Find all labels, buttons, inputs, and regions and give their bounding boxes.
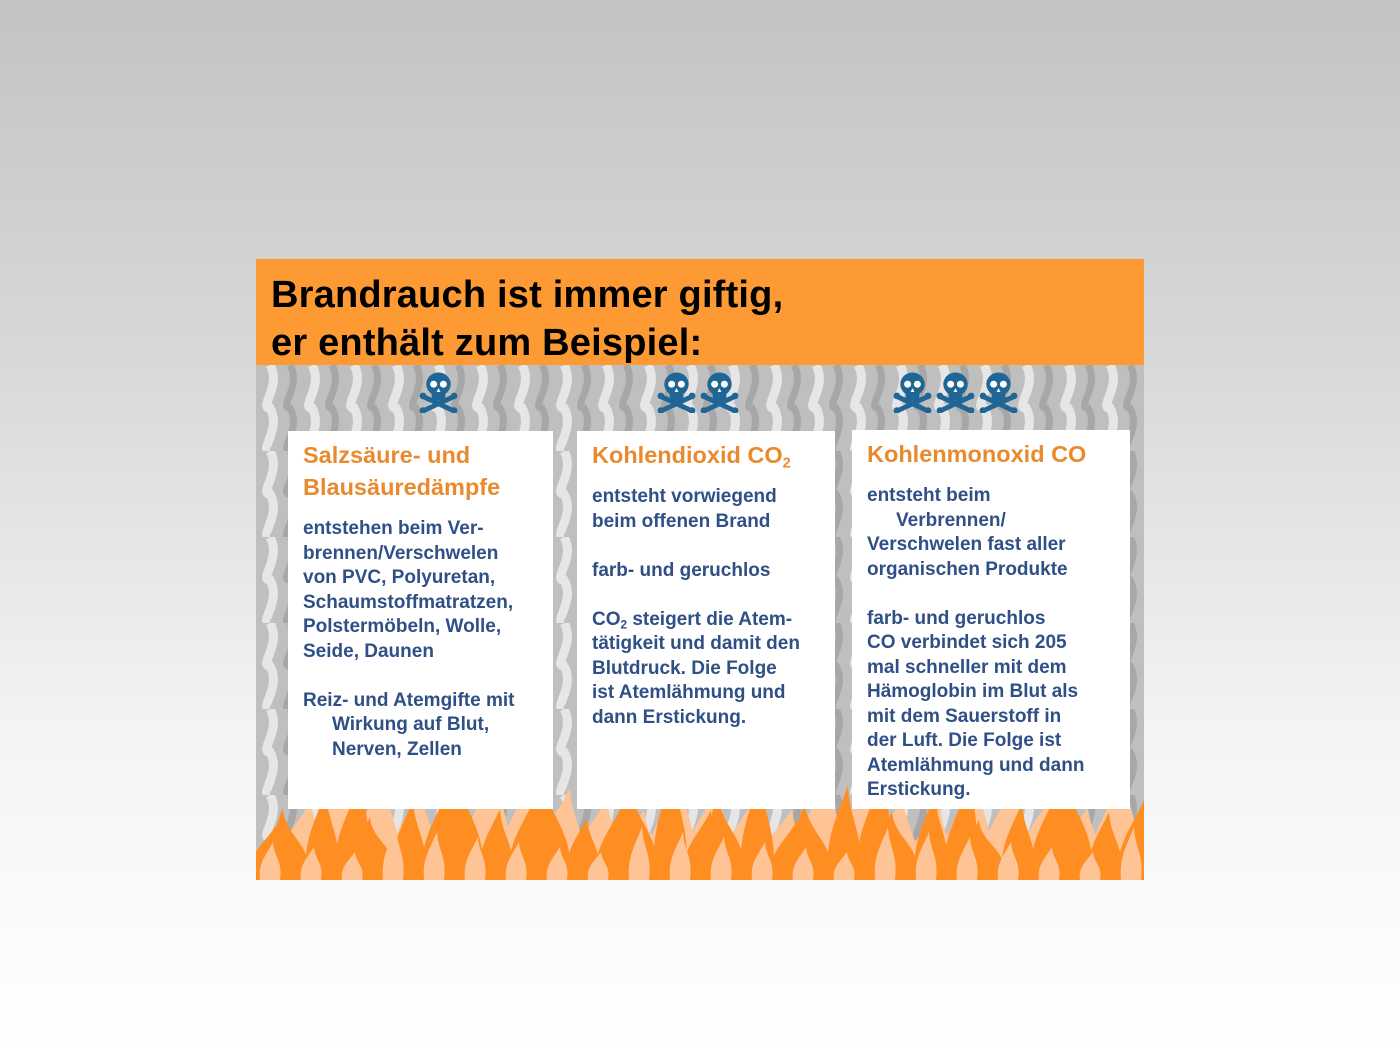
text-line: mal schneller mit dem xyxy=(867,656,1067,678)
text-line: Atemlähmung und dann xyxy=(867,754,1085,776)
text-line: organischen Produkte xyxy=(867,558,1068,580)
text-line: entsteht vorwiegend xyxy=(592,486,777,507)
heading-line: Blausäuredämpfe xyxy=(303,474,501,500)
skull-and-crossbones-icon xyxy=(893,371,932,413)
text-line: Seide, Daunen xyxy=(303,640,434,662)
card-carbon-dioxide xyxy=(577,431,835,809)
card-heading xyxy=(592,439,821,471)
text-line: beim offenen Brand xyxy=(592,510,771,532)
card-heading xyxy=(303,439,539,503)
heading-line: Salzsäure- und xyxy=(303,442,471,468)
text-line: Blutdruck. Die Folge xyxy=(592,657,777,679)
text-line: entsteht beim xyxy=(867,485,991,506)
card-paragraph xyxy=(592,608,821,731)
text-line: ist Atemlähmung und xyxy=(592,682,786,703)
card-paragraph xyxy=(867,484,1116,582)
text-fragment: CO xyxy=(592,608,621,630)
slide xyxy=(256,259,1144,880)
toxicity-level-2 xyxy=(657,371,739,415)
text-line: der Luft. Die Folge ist xyxy=(867,730,1062,751)
text-line: farb- und geruchlos xyxy=(592,559,771,581)
slide-title xyxy=(271,271,783,367)
text-line: Polstermöbeln, Wolle, xyxy=(303,616,502,637)
skull-and-crossbones-icon xyxy=(936,371,975,413)
text-line: Reiz- und Atemgifte mit xyxy=(303,689,515,711)
text-line: Schaumstoffmatratzen, xyxy=(303,591,514,613)
title-line-1: Brandrauch ist immer giftig, xyxy=(271,274,784,316)
card-paragraph xyxy=(867,607,1116,803)
skull-and-crossbones-icon xyxy=(979,371,1018,413)
card-paragraph xyxy=(592,559,821,584)
title-line-2: er enthält zum Beispiel: xyxy=(271,322,703,364)
text-line: Hämoglobin im Blut als xyxy=(867,681,1079,702)
heading-text: Kohlendioxid CO xyxy=(592,442,783,468)
skull-and-crossbones-icon xyxy=(657,371,696,413)
text-line: mit dem Sauerstoff in xyxy=(867,705,1062,727)
card-paragraph xyxy=(592,485,821,534)
card-carbon-monoxide xyxy=(852,430,1130,809)
text-line: Nerven, Zellen xyxy=(332,738,462,760)
toxicity-level-3 xyxy=(893,371,1018,415)
text-line: Erstickung. xyxy=(867,779,971,800)
skull-and-crossbones-icon xyxy=(419,371,458,413)
text-line: Wirkung auf Blut, xyxy=(332,714,490,735)
title-banner xyxy=(256,259,1144,365)
card-heading: Kohlenmonoxid CO xyxy=(867,441,1087,467)
text-line: farb- und geruchlos xyxy=(867,607,1046,629)
text-line: CO verbindet sich 205 xyxy=(867,632,1067,653)
text-line: entstehen beim Ver- xyxy=(303,518,484,539)
subscript: 2 xyxy=(782,455,791,472)
card-paragraph xyxy=(303,689,539,763)
text-line: brennen/Verschwelen xyxy=(303,542,499,564)
card-paragraph xyxy=(303,517,539,664)
card-hydrochloric-hydrocyanic-acid xyxy=(288,431,553,809)
text-line: tätigkeit und damit den xyxy=(592,633,800,654)
text-line: Verbrennen/ xyxy=(896,509,1006,531)
skull-and-crossbones-icon xyxy=(700,371,739,413)
text-fragment: steigert die Atem- xyxy=(627,608,793,630)
text-line: von PVC, Polyuretan, xyxy=(303,567,496,588)
subscript: 2 xyxy=(620,618,628,632)
toxicity-level-1 xyxy=(419,371,458,415)
text-line: dann Erstickung. xyxy=(592,706,747,728)
text-line: Verschwelen fast aller xyxy=(867,534,1066,555)
